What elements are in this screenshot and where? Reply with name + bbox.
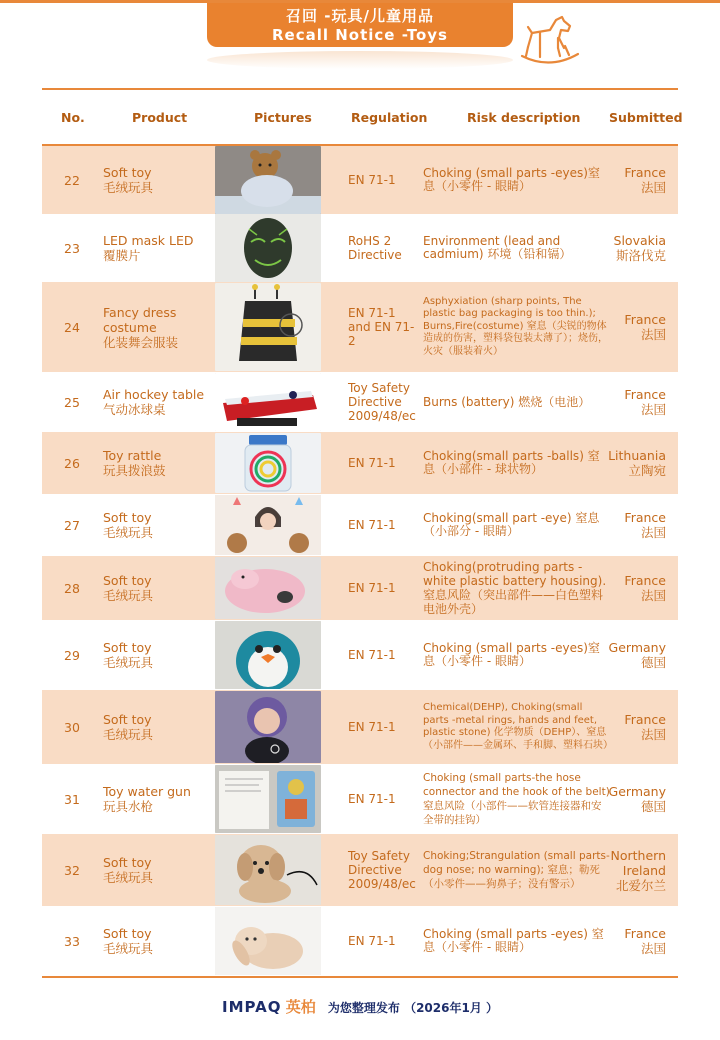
- risk-description: Choking(protruding parts -white plastic battery housing). 窒息风险（突出部件——白色塑料电池外壳）: [423, 560, 607, 616]
- product-name: Soft toy 毛绒玩具: [103, 926, 154, 956]
- regulation: EN 71-1 and EN 71- 2: [348, 306, 415, 348]
- regulation: RoHS 2 Directive: [348, 234, 402, 262]
- footer-brand-cn: 英柏: [285, 998, 316, 1016]
- risk-description: Choking (small parts -eyes)窒息（小零件 - 眼睛）: [423, 641, 600, 668]
- table-header: [42, 98, 683, 138]
- rattle-ball-photo: [215, 433, 321, 493]
- product-name: Soft toy 毛绒玩具: [103, 640, 154, 670]
- table-row: [42, 282, 678, 372]
- footer: [0, 996, 720, 1017]
- regulation: EN 71-1: [348, 792, 396, 806]
- submitted-country: Germany 德国: [608, 640, 666, 670]
- regulation: EN 71-1: [348, 581, 396, 595]
- air-hockey-photo: [215, 373, 321, 431]
- row-number: 30: [64, 719, 80, 735]
- risk-description: Choking(small part -eye) 窒息（小部分 - 眼睛）: [423, 511, 600, 538]
- row-number: 32: [64, 862, 80, 878]
- penguin-plush-photo: [215, 621, 321, 689]
- submitted-country: France 法国: [624, 573, 666, 603]
- col-submitted: Submitted: [609, 110, 683, 125]
- product-name: Soft toy 毛绒玩具: [103, 573, 154, 603]
- risk-description: Environment (lead and cadmium) 环境（铅和镉）: [423, 234, 572, 261]
- row-number: 26: [64, 455, 80, 471]
- submitted-country: Germany 德国: [608, 784, 666, 814]
- row-number: 25: [64, 394, 80, 410]
- row-number: 22: [64, 172, 80, 188]
- table-row: [42, 372, 678, 432]
- submitted-country: Slovakia 斯洛伐克: [613, 233, 666, 263]
- submitted-country: Northern Ireland 北爱尔兰: [610, 847, 666, 893]
- row-number: 29: [64, 647, 80, 663]
- product-name: Soft toy 毛绒玩具: [103, 855, 154, 885]
- table-row: [42, 764, 678, 834]
- water-gun-photo: [215, 765, 321, 833]
- table-row: [42, 214, 678, 282]
- girl-with-bears-photo: [215, 495, 321, 555]
- col-regulation: Regulation: [351, 110, 428, 125]
- product-name: Toy water gun 玩具水枪: [103, 784, 191, 814]
- product-name: LED mask LED 覆膜片: [103, 233, 194, 263]
- row-number: 33: [64, 933, 80, 949]
- table-row: [42, 620, 678, 690]
- footer-text: 为您整理发布 （2026年1月 ）: [327, 1001, 498, 1015]
- row-number: 28: [64, 580, 80, 596]
- rocking-horse-icon: [518, 12, 580, 72]
- risk-description: Choking (small parts-the hose connector and the hook of the belt)窒息风险（小部件——软管连接器和安全带的挂钩）: [423, 772, 610, 826]
- product-name: Fancy dress costume 化装舞会服装: [103, 304, 179, 350]
- title-english: Recall Notice -Toys: [272, 26, 448, 44]
- col-product: Product: [132, 110, 188, 125]
- regulation: EN 71-1: [348, 934, 396, 948]
- product-name: Soft toy 毛绒玩具: [103, 712, 154, 742]
- risk-description: Choking(small parts -balls) 窒息（小部件 - 球状物）: [423, 449, 600, 476]
- submitted-country: France 法国: [624, 712, 666, 742]
- regulation: EN 71-1: [348, 518, 396, 532]
- title-banner: [207, 3, 513, 47]
- banner-shadow: [207, 51, 513, 69]
- regulation: Toy Safety Directive 2009/48/ec: [348, 849, 416, 891]
- regulation: EN 71-1: [348, 720, 396, 734]
- table-row: [42, 146, 678, 214]
- submitted-country: France 法国: [624, 165, 666, 195]
- submitted-country: France 法国: [624, 510, 666, 540]
- col-risk: Risk description: [467, 110, 581, 125]
- regulation: EN 71-1: [348, 456, 396, 470]
- table-row: [42, 494, 678, 556]
- dog-plush-photo: [215, 835, 321, 905]
- title-chinese: 召回 -玩具/儿童用品: [286, 7, 434, 25]
- regulation: EN 71-1: [348, 648, 396, 662]
- submitted-country: France 法国: [624, 926, 666, 956]
- risk-description: Choking (small parts -eyes) 窒息（小零件 - 眼睛）: [423, 927, 604, 954]
- bunny-plush-photo: [215, 907, 321, 975]
- risk-description: Choking (small parts -eyes)窒息（小零件 - 眼睛）: [423, 166, 600, 193]
- col-pictures: Pictures: [254, 110, 312, 125]
- header-top-rule: [42, 88, 678, 90]
- regulation: Toy Safety Directive 2009/48/ec: [348, 381, 416, 423]
- submitted-country: Lithuania 立陶宛: [608, 448, 666, 478]
- table-row: [42, 690, 678, 764]
- row-number: 27: [64, 517, 80, 533]
- table-row: [42, 906, 678, 976]
- submitted-country: France 法国: [624, 387, 666, 417]
- product-name: Soft toy 毛绒玩具: [103, 510, 154, 540]
- risk-description: Chemical(DEHP), Choking(small parts -metal rings, hands and feet, plastic stone) 化学物质（DEHP）、窒息（小部件——金属环、手和脚、塑料石块）: [423, 702, 613, 751]
- table-row: [42, 834, 678, 906]
- led-mask-photo: [215, 214, 321, 282]
- product-name: Soft toy 毛绒玩具: [103, 165, 154, 195]
- product-name: Toy rattle 玩具拨浪鼓: [103, 448, 166, 478]
- table-bottom-rule: [42, 976, 678, 978]
- col-no: No.: [61, 110, 85, 125]
- row-number: 24: [64, 319, 80, 335]
- risk-description: Asphyxiation (sharp points, The plastic bag packaging is too thin.); Burns,Fire(costume) 窒息（尖锐的物体造成的伤害，塑料袋包装太薄了）；烧伤，火灾（服装着火）: [423, 295, 608, 357]
- table-row: [42, 432, 678, 494]
- row-number: 23: [64, 240, 80, 256]
- doll-plush-photo: [215, 691, 321, 763]
- regulation: EN 71-1: [348, 173, 396, 187]
- product-name: Air hockey table 气动冰球桌: [103, 387, 205, 417]
- footer-brand-logo: IMPAQ: [222, 998, 282, 1016]
- submitted-country: France 法国: [624, 312, 666, 342]
- bee-costume-photo: [215, 283, 321, 371]
- risk-description: Burns (battery) 燃烧（电池）: [423, 394, 591, 409]
- teddy-bear-photo: [215, 146, 321, 214]
- table-row: [42, 556, 678, 620]
- risk-description: Choking;Strangulation (small parts-dog nose; no warning); 窒息；勒死（小零件——狗鼻子；没有警示）: [423, 850, 610, 890]
- row-number: 31: [64, 791, 80, 807]
- pink-plush-photo: [215, 557, 321, 619]
